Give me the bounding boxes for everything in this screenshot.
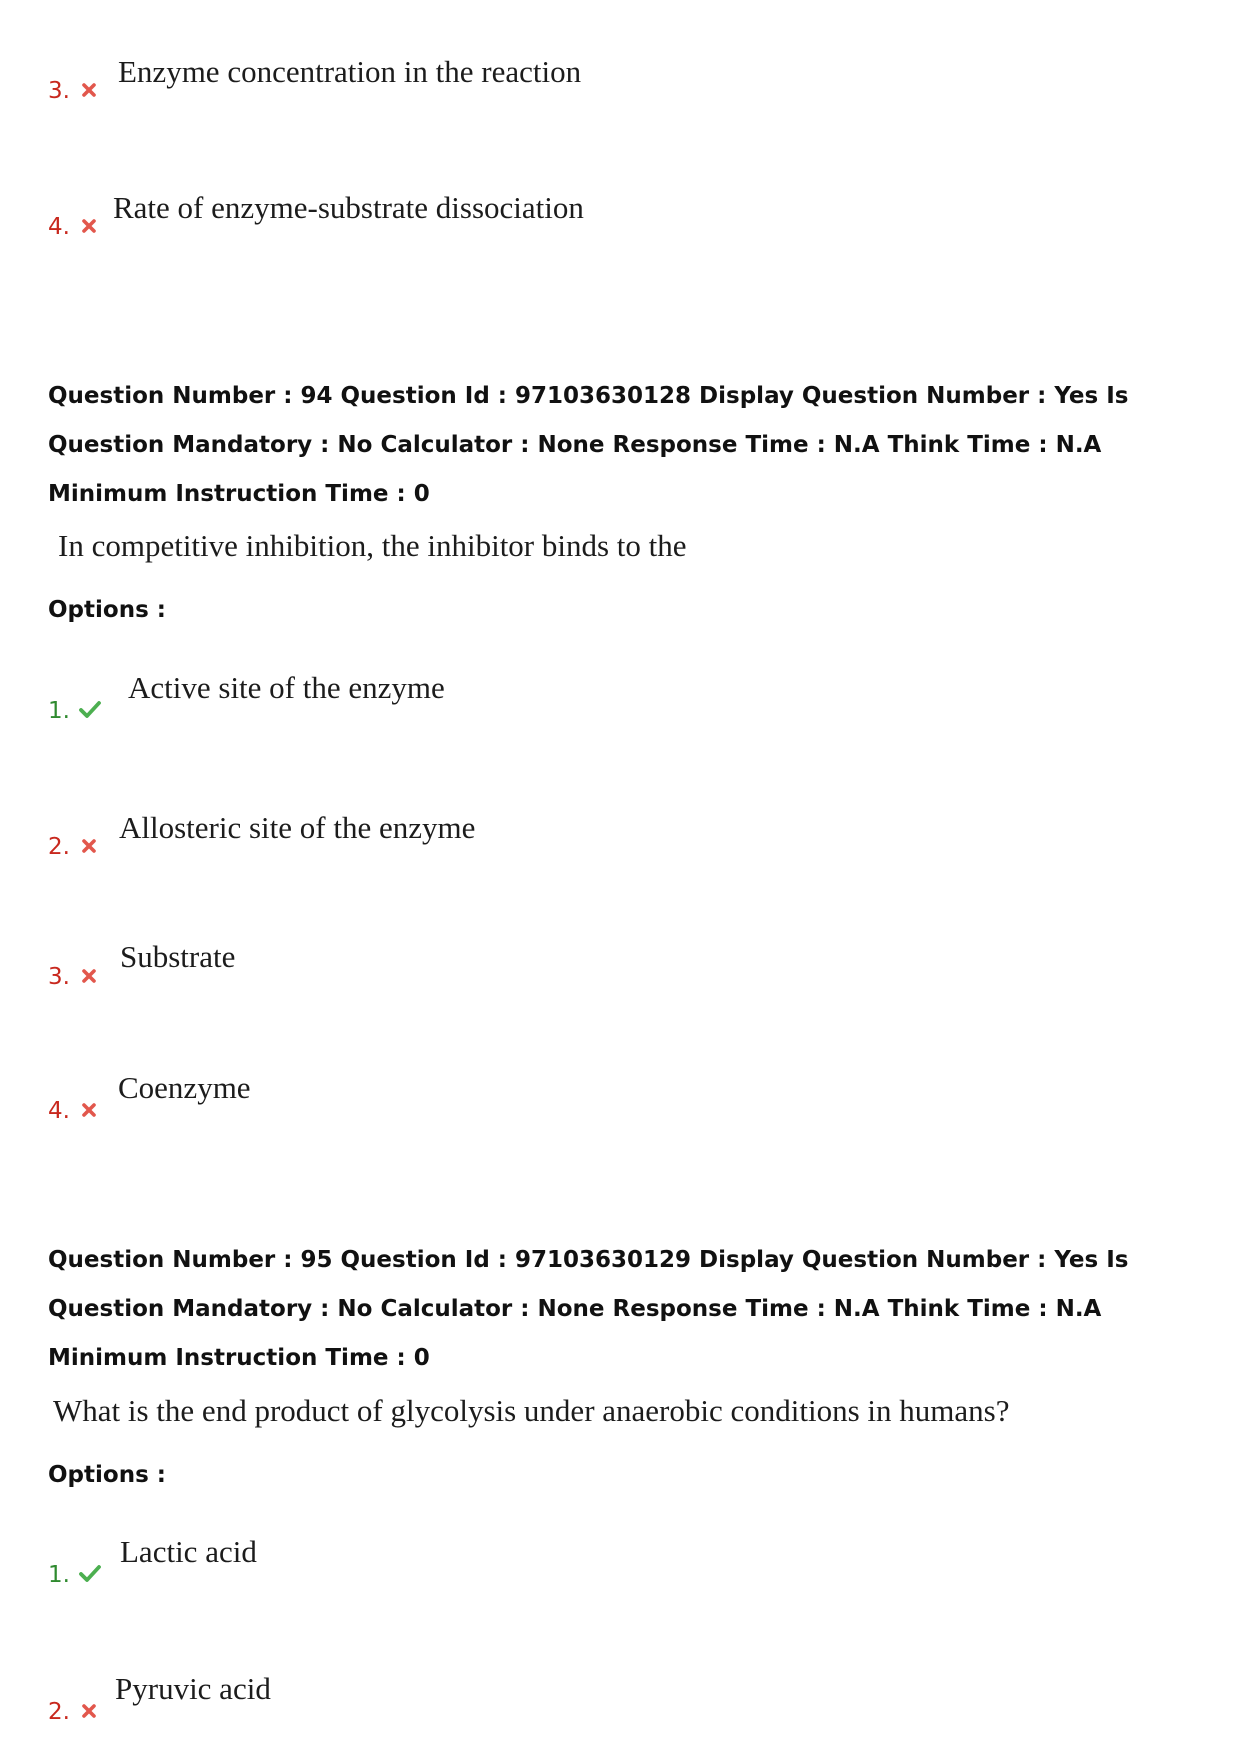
option-number: 3. <box>48 78 70 104</box>
option-number: 2. <box>48 1699 70 1725</box>
option-number: 4. <box>48 214 70 240</box>
cross-mark-icon <box>78 1700 100 1722</box>
option-text: Lactic acid <box>120 1534 257 1569</box>
option-number: 1. <box>48 1562 70 1588</box>
question-meta: Question Number : 94 Question Id : 97103630128 Display Question Number : Yes Is Question Mandatory : No Calculator : None Response Time : N.A Think Time : N.A Minimum Instruction Time : 0 <box>48 383 1129 507</box>
option-item <box>48 810 948 878</box>
option-text: Rate of enzyme-substrate dissociation <box>113 190 584 225</box>
check-mark-icon <box>78 1562 102 1584</box>
option-text: Pyruvic acid <box>115 1671 271 1706</box>
option-text: Substrate <box>120 939 236 974</box>
cross-mark-icon <box>78 965 100 987</box>
cross-mark-icon <box>78 1099 100 1121</box>
option-number: 4. <box>48 1098 70 1124</box>
cross-mark-icon <box>78 835 100 857</box>
option-text: Active site of the enzyme <box>128 670 445 705</box>
option-item <box>48 54 948 122</box>
option-item <box>48 1070 948 1142</box>
option-item <box>48 939 948 1008</box>
question-text: What is the end product of glycolysis under anaerobic conditions in humans? <box>53 1393 1010 1428</box>
cross-mark-icon <box>78 215 100 237</box>
option-text: Coenzyme <box>118 1070 251 1105</box>
option-item <box>48 1671 948 1743</box>
option-number: 2. <box>48 834 70 860</box>
options-label: Options : <box>48 597 166 623</box>
option-item <box>48 670 948 742</box>
cross-mark-icon <box>78 79 100 101</box>
option-item <box>48 1534 948 1606</box>
option-item <box>48 190 948 258</box>
check-mark-icon <box>78 698 102 720</box>
option-number: 3. <box>48 964 70 990</box>
option-text: Allosteric site of the enzyme <box>119 810 476 845</box>
option-number: 1. <box>48 698 70 724</box>
options-label: Options : <box>48 1462 166 1488</box>
option-text: Enzyme concentration in the reaction <box>118 54 582 89</box>
question-text: In competitive inhibition, the inhibitor binds to the <box>58 528 687 563</box>
question-meta: Question Number : 95 Question Id : 97103630129 Display Question Number : Yes Is Question Mandatory : No Calculator : None Response Time : N.A Think Time : N.A Minimum Instruction Time : 0 <box>48 1247 1129 1371</box>
